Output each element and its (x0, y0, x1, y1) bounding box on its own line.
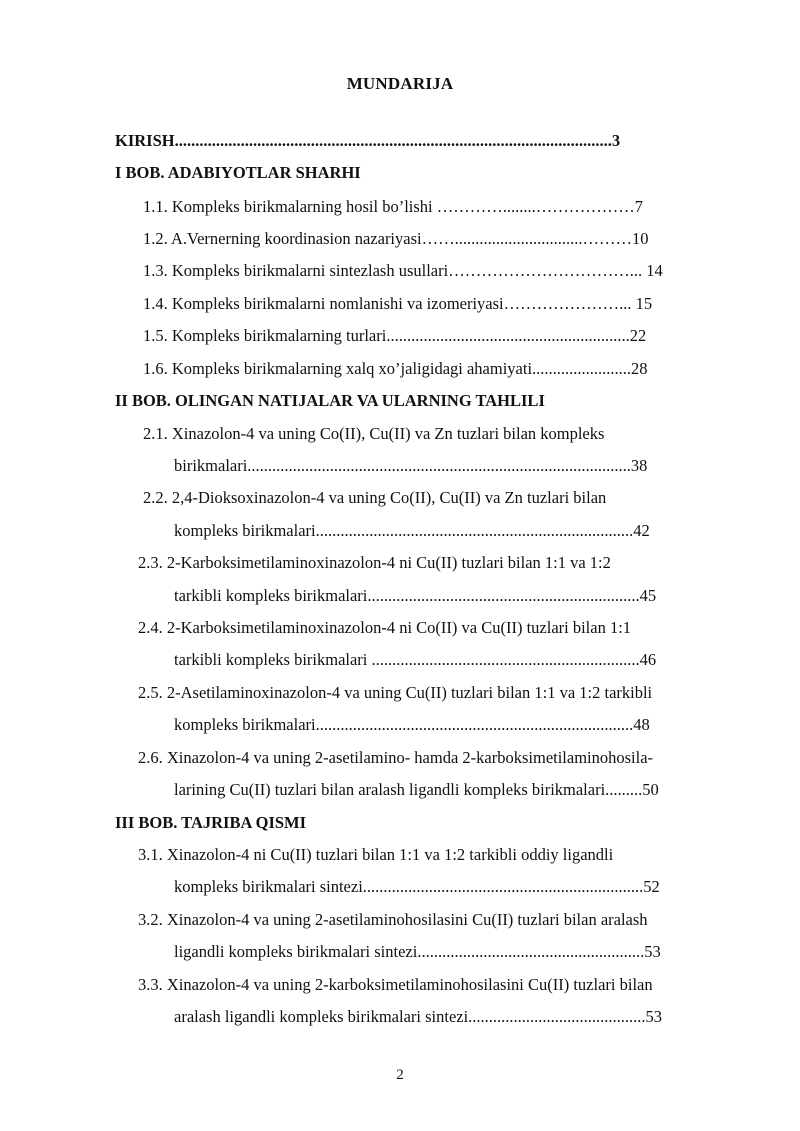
toc-entry-2-6-line1: 2.6. Xinazolon-4 va uning 2-asetilamino- hamda 2-karboksimetilaminohosila- (138, 748, 654, 767)
toc-entry-2-4-line2: tarkibli kompleks birikmalari .................................................................46 (174, 650, 657, 669)
toc-entry-2-3-line2: tarkibli kompleks birikmalari..................................................................45 (174, 586, 657, 605)
page-number: 2 (396, 1067, 404, 1083)
toc-entry-2-1-line1: 2.1. Xinazolon-4 va uning Co(II), Cu(II) va Zn tuzlari bilan kompleks (143, 424, 605, 443)
toc-entry-1-6: 1.6. Kompleks birikmalarning xalq xo’jaligidagi ahamiyati........................28 (143, 359, 648, 378)
toc-entry-1-4: 1.4. Kompleks birikmalarni nomlanishi va izomeriyasi…………………... 15 (143, 294, 653, 313)
toc-entry-kirish: KIRISH..........................................................................................................3 (115, 131, 621, 150)
toc-entry-1-5: 1.5. Kompleks birikmalarning turlari...........................................................22 (143, 326, 647, 345)
toc-entry-2-5-line2: kompleks birikmalari.............................................................................48 (174, 715, 650, 734)
toc-title: MUNDARIJA (346, 74, 454, 93)
toc-entry-2-6-line2: larining Cu(II) tuzlari bilan aralash ligandli kompleks birikmalari.........50 (174, 780, 659, 799)
toc-entry-3-1-line1: 3.1. Xinazolon-4 ni Cu(II) tuzlari bilan 1:1 va 1:2 tarkibli oddiy ligandli (138, 845, 614, 864)
toc-entry-3-3-line1: 3.3. Xinazolon-4 va uning 2-karboksimetilaminohosilasini Cu(II) tuzlari bilan (138, 975, 653, 994)
toc-entry-2-2-line1: 2.2. 2,4-Dioksoxinazolon-4 va uning Co(II), Cu(II) va Zn tuzlari bilan (143, 488, 607, 507)
chapter-3-heading: III BOB. TAJRIBA QISMI (115, 813, 307, 832)
chapter-1-heading: I BOB. ADABIYOTLAR SHARHI (115, 163, 361, 182)
toc-entry-3-3-line2: aralash ligandli kompleks birikmalari sintezi...........................................53 (174, 1007, 663, 1026)
toc-entry-2-5-line1: 2.5. 2-Asetilaminoxinazolon-4 va uning Cu(II) tuzlari bilan 1:1 va 1:2 tarkibli (138, 683, 653, 702)
toc-entry-1-2: 1.2. A.Vernerning koordinasion nazariyasi……...............................………10 (143, 229, 649, 248)
toc-entry-1-1: 1.1. Kompleks birikmalarning hosil bo’lishi …………........………………7 (143, 197, 644, 216)
toc-entry-2-1-line2: birikmalari.............................................................................................38 (174, 456, 648, 475)
toc-entry-3-2-line1: 3.2. Xinazolon-4 va uning 2-asetilaminohosilasini Cu(II) tuzlari bilan aralash (138, 910, 648, 929)
toc-entry-2-2-line2: kompleks birikmalari.............................................................................42 (174, 521, 650, 540)
toc-entry-3-2-line2: ligandli kompleks birikmalari sintezi.......................................................53 (174, 942, 661, 961)
chapter-2-heading: II BOB. OLINGAN NATIJALAR VA ULARNING TAHLILI (115, 391, 545, 410)
toc-entry-2-3-line1: 2.3. 2-Karboksimetilaminoxinazolon-4 ni Cu(II) tuzlari bilan 1:1 va 1:2 (138, 553, 611, 572)
toc-entry-1-3: 1.3. Kompleks birikmalarni sintezlash usullari……………………………... 14 (143, 261, 663, 280)
toc-entry-2-4-line1: 2.4. 2-Karboksimetilaminoxinazolon-4 ni Co(II) va Cu(II) tuzlari bilan 1:1 (138, 618, 632, 637)
toc-entry-3-1-line2: kompleks birikmalari sintezi....................................................................52 (174, 877, 660, 896)
